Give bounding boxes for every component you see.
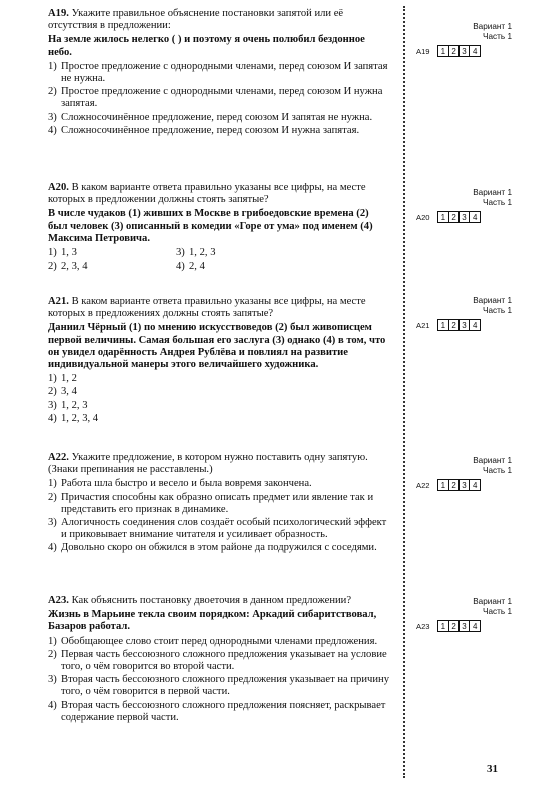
question-text: Укажите правильное объяснение постановки запятой или её отсутствия в предложении:: [48, 8, 344, 32]
option-number: 3): [48, 517, 57, 529]
option: [176, 247, 326, 259]
question-number: А22.: [48, 452, 69, 463]
option-text: Алогичность соединения слов создаёт особый психологический эффект и приковывает внимание читателя и усиливает образность.: [61, 517, 387, 541]
variant-label: Вариант 1: [473, 188, 512, 197]
part-label: Часть 1: [483, 306, 512, 315]
question-a23: [48, 595, 390, 725]
answer-cell[interactable]: 2: [448, 45, 460, 57]
answer-cell[interactable]: 1: [437, 211, 449, 223]
option: [48, 112, 390, 124]
part-label: Часть 1: [483, 32, 512, 41]
option-number: 3): [48, 674, 57, 686]
option: [48, 386, 390, 398]
option-number: 4): [48, 542, 57, 554]
option-text: Довольно скоро он обжился в этом районе да подружился с соседями.: [61, 542, 377, 554]
option-text: Сложносочинённое предложение, перед союзом И запятая не нужна.: [61, 111, 373, 123]
option-text: Причастия способны как образно описать предмет или явление так и представить его признак в динамике.: [61, 491, 374, 515]
answer-cell[interactable]: 1: [437, 319, 449, 331]
option: [48, 700, 390, 724]
answer-row-label: А19: [416, 46, 430, 56]
question-number: А20.: [48, 182, 69, 193]
option-number: 4): [48, 699, 57, 711]
option: [48, 261, 176, 273]
answer-row-label: А20: [416, 212, 430, 222]
option: [48, 649, 390, 673]
answer-cell[interactable]: 1: [437, 479, 449, 491]
option-text: 1, 2, 3, 4: [61, 412, 99, 424]
options-list: [48, 61, 390, 137]
option-text: Вторая часть бессоюзного сложного предложения указывает на причину того, о чём говорится в первой части.: [61, 674, 389, 698]
answer-cell[interactable]: 3: [458, 620, 470, 632]
answer-cell[interactable]: 4: [469, 45, 481, 57]
option-number: 3): [176, 247, 185, 259]
option-text: Обобщающее слово стоит перед однородными членами предложения.: [61, 635, 378, 647]
answer-card-a21: [416, 296, 534, 331]
question-number: А21.: [48, 296, 69, 307]
option: [48, 125, 390, 137]
answer-row-label: А22: [416, 480, 430, 490]
option: [48, 61, 390, 85]
option: [48, 542, 390, 554]
option-number: 1): [48, 373, 57, 385]
option-number: 2): [48, 261, 57, 273]
answer-cell[interactable]: 4: [469, 479, 481, 491]
answer-cell[interactable]: 1: [437, 620, 449, 632]
option: [48, 86, 390, 110]
answer-row-label: А23: [416, 621, 430, 631]
answer-cell[interactable]: 2: [448, 620, 460, 632]
question-sentence: На земле жилось нелегко ( ) и поэтому я очень полюбил бездонное небо.: [48, 34, 365, 58]
question-text: В каком варианте ответа правильно указаны все цифры, на месте которых в предложении должны стоять запятые?: [48, 182, 366, 206]
variant-label: Вариант 1: [473, 296, 512, 305]
option: [48, 247, 176, 259]
options-list: [48, 478, 390, 554]
option-text: Простое предложение с однородными членами, перед союзом И запятая не нужна.: [61, 60, 388, 85]
options-list: [48, 373, 390, 425]
question-a22: [48, 452, 390, 556]
answer-cell[interactable]: 3: [458, 45, 470, 57]
answer-cell[interactable]: 4: [469, 319, 481, 331]
option-text: 2, 3, 4: [61, 261, 88, 273]
question-sentence: Жизнь в Марьине текла своим порядком: Аркадий сибаритствовал, Базаров работал.: [48, 609, 377, 633]
option-number: 2): [48, 386, 57, 398]
option-number: 2): [48, 86, 57, 98]
question-a21: [48, 296, 390, 426]
options-list: [48, 636, 390, 724]
option-text: 3, 4: [61, 386, 77, 398]
question-number: А23.: [48, 595, 69, 606]
option: [48, 674, 390, 698]
option: [48, 492, 390, 516]
variant-label: Вариант 1: [473, 22, 512, 31]
option-text: Простое предложение с однородными членами, перед союзом И нужна запятая.: [61, 86, 383, 110]
answer-cell[interactable]: 4: [469, 620, 481, 632]
option-text: 2, 4: [189, 261, 205, 273]
question-a20: [48, 182, 390, 274]
part-label: Часть 1: [483, 607, 512, 616]
option-text: Первая часть бессоюзного сложного предложения указывает на условие того, о чём говорится во второй части.: [61, 648, 387, 673]
option-number: 4): [48, 124, 57, 136]
answer-cell[interactable]: 2: [448, 211, 460, 223]
option: [48, 636, 390, 648]
options-list: [48, 247, 390, 274]
option-number: 3): [48, 111, 57, 123]
question-sentence: Даниил Чёрный (1) по мнению искусствоведов (2) был живописцем первой величины. Самая большая его заслуга (3) однако (4) в том, что он увидел одарённость Андрея Рублёва и повлиял на развитие индивидуальной манеры этого величайшего художника.: [48, 322, 386, 371]
option-text: Работа шла быстро и весело и была вовремя закончена.: [61, 478, 312, 490]
answer-card-a19: [416, 22, 534, 57]
part-label: Часть 1: [483, 198, 512, 207]
question-text: Укажите предложение, в котором нужно поставить одну запятую. (Знаки препинания не расставлены.): [48, 452, 368, 476]
option: [176, 261, 326, 273]
answer-card-a22: [416, 456, 534, 491]
option: [48, 517, 390, 541]
variant-label: Вариант 1: [473, 597, 512, 606]
answer-card-a20: [416, 188, 534, 223]
option-text: 1, 2, 3: [189, 247, 216, 259]
option-text: Сложносочинённое предложение, перед союзом И нужна запятая.: [61, 124, 360, 136]
dotted-cut-line: [403, 6, 405, 778]
variant-label: Вариант 1: [473, 456, 512, 465]
answer-cell[interactable]: 3: [458, 479, 470, 491]
option-number: 1): [48, 635, 57, 647]
option: [48, 400, 390, 412]
answer-cell[interactable]: 3: [458, 211, 470, 223]
question-a19: [48, 8, 390, 138]
question-text: В каком варианте ответа правильно указаны все цифры, на месте которых в предложениях должны стоять запятые?: [48, 296, 366, 320]
answer-cell[interactable]: 3: [458, 319, 470, 331]
option-number: 4): [48, 412, 57, 424]
option-number: 1): [48, 478, 57, 490]
page-number: 31: [487, 763, 498, 775]
answer-card-a23: [416, 597, 534, 632]
option-number: 2): [48, 491, 57, 503]
option: [48, 413, 390, 425]
answer-cell[interactable]: 2: [448, 479, 460, 491]
question-text: Как объяснить постановку двоеточия в данном предложении?: [71, 595, 352, 606]
option: [48, 478, 390, 490]
option-number: 4): [176, 261, 185, 273]
option-number: 1): [48, 60, 57, 72]
answer-cell[interactable]: 1: [437, 45, 449, 57]
option-text: Вторая часть бессоюзного сложного предложения поясняет, раскрывает содержание первой части.: [61, 699, 386, 723]
question-number: А19.: [48, 8, 69, 19]
option: [48, 373, 390, 385]
answer-cell[interactable]: 2: [448, 319, 460, 331]
part-label: Часть 1: [483, 466, 512, 475]
question-sentence: В числе чудаков (1) живших в Москве в грибоедовские времена (2) был человек (3) описанный в комедии «Горе от ума» под именем (4) Максима Петровича.: [48, 208, 373, 244]
option-text: 1, 2: [61, 373, 77, 385]
option-number: 2): [48, 648, 57, 660]
answer-row-label: А21: [416, 320, 430, 330]
answer-cell[interactable]: 4: [469, 211, 481, 223]
option-text: 1, 2, 3: [61, 399, 88, 411]
option-text: 1, 3: [61, 247, 77, 259]
option-number: 3): [48, 399, 57, 411]
option-number: 1): [48, 247, 57, 259]
